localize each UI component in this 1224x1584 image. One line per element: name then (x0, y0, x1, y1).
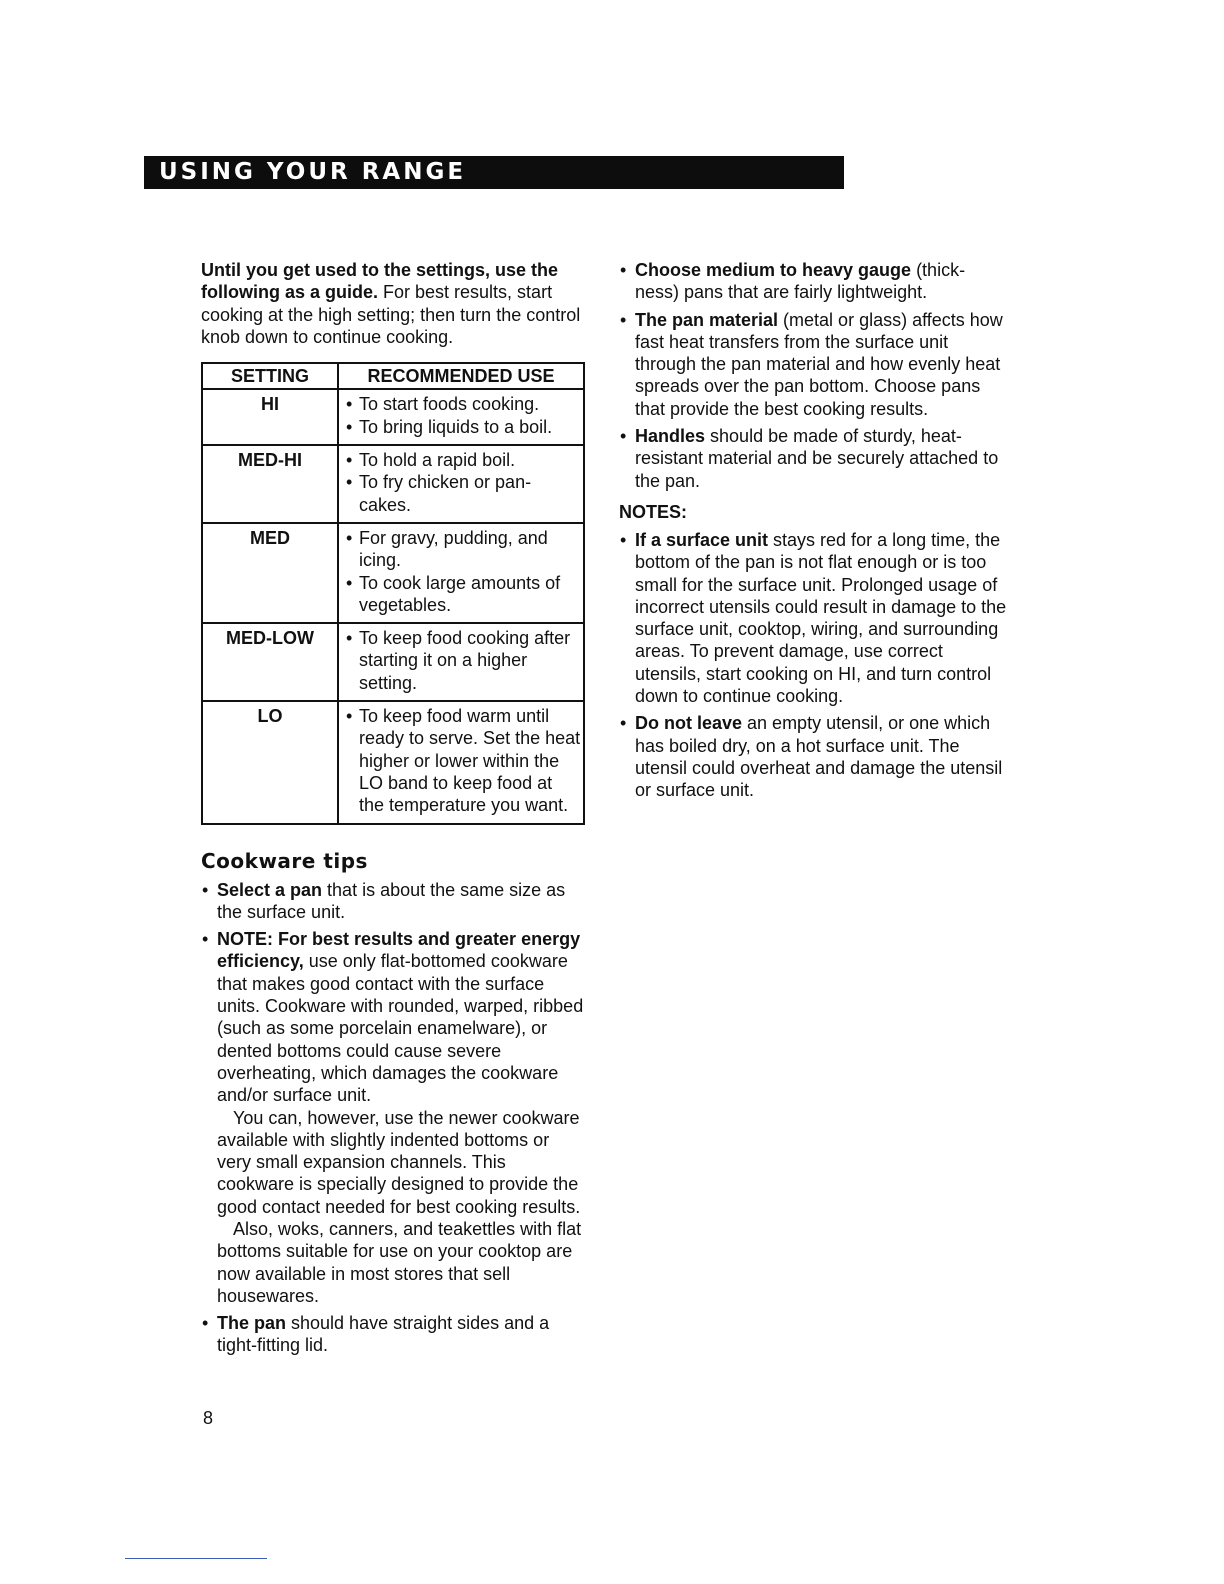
note-bold: Do not leave (635, 713, 743, 734)
table-row (202, 389, 584, 445)
use-item: • To hold a rapid boil. (343, 449, 581, 471)
intro-text: For best results, start cooking at the high setting; then turn the control knob down to continue cooking. (201, 282, 581, 347)
tip-energy-note (201, 928, 587, 1307)
tip-bold: The pan material (635, 309, 779, 330)
right-column (619, 259, 1009, 807)
tip-text: that is about the same size as the surface unit. (217, 879, 566, 922)
uses-med-hi (338, 445, 584, 523)
use-item: • To keep food cooking after starting it on a higher setting. (343, 627, 581, 694)
tip-energy-para3: Also, woks, canners, and teakettles with flat bottoms suitable for use on your cooktop are now available in most stores that sell housewares. (217, 1218, 582, 1306)
use-item: • To bring liquids to a boil. (343, 416, 581, 438)
tip-select-pan (201, 879, 587, 924)
table-row (202, 445, 584, 523)
setting-hi: HI (202, 389, 338, 445)
tip-text: (thick-ness) pans that are fairly lightweight. (635, 260, 966, 303)
table-row (202, 523, 584, 623)
note-surface-unit (619, 529, 1009, 707)
setting-med: MED (202, 523, 338, 623)
table-row (202, 701, 584, 823)
tip-bold: Choose medium to heavy gauge (635, 260, 912, 280)
table-row (202, 623, 584, 701)
tip-pan-sides (201, 1312, 587, 1357)
tip-bold: Handles (635, 426, 706, 447)
note-text: an empty utensil, or one which has boiled dry, on a hot surface unit. The utensil could overheat and damage the utensil or surface unit. (635, 713, 1003, 801)
tip-energy-para2: You can, however, use the newer cookware available with slightly indented bottoms or very small expansion channels. This cookware is specially designed to provide the good contact needed for best cooking results. (217, 1107, 581, 1217)
tip-text: use only flat-bottomed cookware that makes good contact with the surface units. Cookware with rounded, warped, ribbed (such as some porcelain enamelware), or dented bottoms could cause severe overheating, which damages the cookware and/or surface unit. (217, 951, 584, 1106)
tip-bold: The pan (217, 1313, 287, 1334)
tip-bold: NOTE: For best results and greater energy efficiency, (217, 929, 581, 972)
tip-text: should have straight sides and a tight-fitting lid. (217, 1313, 550, 1356)
note-text: stays red for a long time, the bottom of the pan is not flat enough or is too small for the surface unit. Prolonged usage of incorrect utensils could result in damage to the surface unit, cooktop, wiring, and surrounding areas. To prevent damage, use correct utensils, start cooking on HI, and turn control down to continue cooking. (635, 529, 1007, 707)
tip-handles (619, 425, 1009, 492)
page-number: 8 (203, 1408, 214, 1428)
note-bold: If a surface unit (635, 529, 769, 550)
uses-lo (338, 701, 584, 823)
cookware-tips-heading: Cookware tips (201, 848, 368, 873)
intro-bold: Until you get used to the settings, use the following as a guide. (201, 260, 559, 303)
uses-med (338, 523, 584, 623)
tip-text: (metal or glass) affects how fast heat transfers from the surface unit through the pan material and how evenly heat spreads over the pan bottom. Choose pans that provide the best cooking results. (635, 309, 1003, 419)
settings-table (201, 362, 585, 824)
bottom-rule (125, 1558, 267, 1559)
use-item: • To cook large amounts of vegetables. (343, 572, 581, 617)
setting-med-low: MED-LOW (202, 623, 338, 701)
section-banner: USING YOUR RANGE (144, 156, 844, 189)
tip-pan-material (619, 309, 1009, 420)
use-item: • To keep food warm until ready to serve. Set the heat higher or lower within the LO band to keep food at the temperature you want. (343, 705, 581, 816)
use-item: • To fry chicken or pan-cakes. (343, 471, 581, 516)
tip-text: should be made of sturdy, heat-resistant material and be securely attached to the pan. (635, 426, 999, 491)
use-item: • To start foods cooking. (343, 393, 581, 415)
intro-paragraph (201, 259, 587, 348)
note-do-not-leave (619, 712, 1009, 801)
notes-heading: NOTES: (619, 501, 688, 522)
header-setting: SETTING (202, 363, 338, 389)
tip-bold: Select a pan (217, 879, 323, 900)
header-recommended-use: RECOMMENDED USE (338, 363, 584, 389)
left-column (201, 259, 587, 1362)
table-header-row (202, 363, 584, 389)
uses-hi (338, 389, 584, 445)
setting-lo: LO (202, 701, 338, 823)
use-item: • For gravy, pudding, and icing. (343, 527, 581, 572)
tip-energy-para1 (217, 928, 587, 1106)
setting-med-hi: MED-HI (202, 445, 338, 523)
tip-gauge (619, 259, 1009, 304)
uses-med-low (338, 623, 584, 701)
